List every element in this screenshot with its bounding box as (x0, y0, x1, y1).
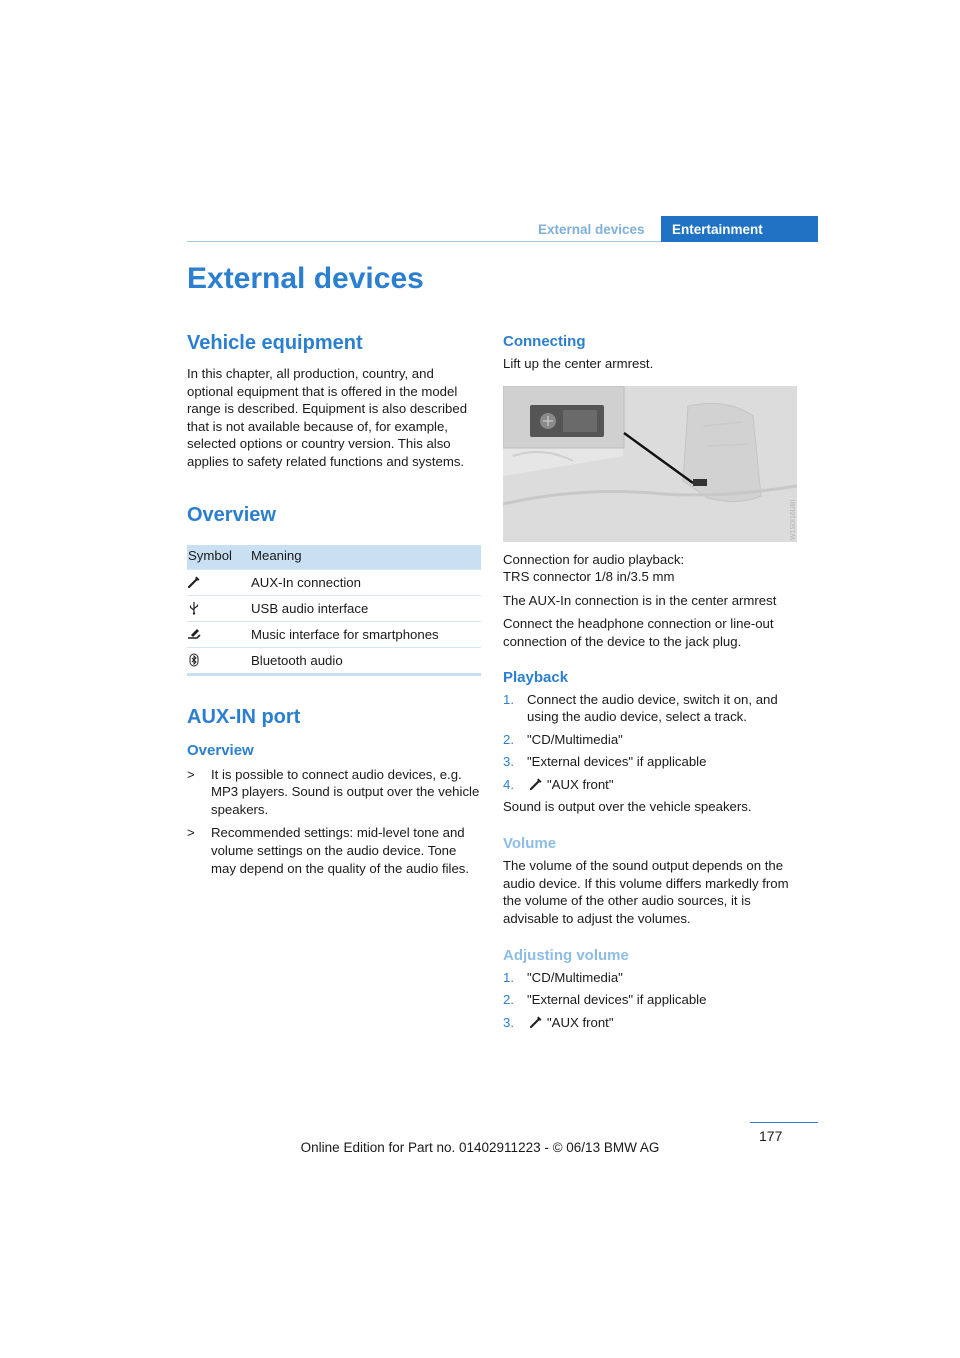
symbol-meaning: Music interface for smartphones (251, 626, 439, 642)
plug-icon (187, 575, 201, 589)
vehicle-equipment-heading: Vehicle equipment (187, 332, 363, 354)
left-column (187, 330, 481, 883)
list-item: 4. "AUX front" (503, 776, 614, 792)
list-item: 2. "CD/Multimedia" (503, 731, 623, 747)
aux-bullet-list (187, 766, 481, 878)
table-row (187, 595, 481, 621)
table-row (187, 647, 481, 673)
playback-steps (503, 691, 799, 794)
table-row (187, 569, 481, 595)
list-item: > Recommended settings: mid-level tone and volume settings on the audio device. Tone may depend on the quality of the audio files. (187, 825, 470, 876)
armrest-illustration (503, 386, 797, 542)
connecting-paragraph-1: The AUX-In connection is in the center armrest (503, 592, 777, 608)
list-item: 3. "AUX front" (503, 1014, 614, 1030)
table-row (187, 621, 481, 647)
header-chapter-tab[interactable]: Entertainment (661, 216, 818, 242)
footer-edition: Online Edition for Part no. 01402911223 - © 06/13 BMW AG (300, 1140, 660, 1155)
symbol-column-header: Symbol (188, 547, 232, 563)
list-item: > It is possible to connect audio devices, e.g. MP3 players. Sound is output over the vehicle speakers. (187, 766, 480, 817)
connecting-heading: Connecting (503, 333, 586, 350)
adjusting-volume-heading: Adjusting volume (503, 946, 629, 964)
symbol-meaning: AUX-In connection (251, 574, 361, 590)
bullet-marker: > (187, 825, 195, 841)
figure-code: W1S0I16UBI (790, 499, 797, 540)
usb-icon (187, 601, 201, 615)
volume-text: The volume of the sound output depends on the audio device. If this volume differs markedly from the volume of the other audio sources, it is advisable to adjust the volumes. (503, 858, 789, 926)
meaning-column-header: Meaning (251, 547, 302, 563)
list-item: 1. Connect the audio device, switch it on, and using the audio device, select a track. (503, 691, 778, 725)
armrest-drawing (503, 386, 797, 542)
connecting-paragraph-2: Connect the headphone connection or line-out connection of the device to the jack plug. (503, 616, 774, 649)
plug-icon (529, 1015, 543, 1029)
bluetooth-icon (187, 653, 201, 667)
vehicle-equipment-text: In this chapter, all production, country, and optional equipment that is offered in the model range is described. Equipment is also described that is not available because of, for example, selected options or country version. This also applies to safety related functions and systems. (187, 366, 468, 469)
playback-after: Sound is output over the vehicle speakers. (503, 798, 752, 814)
bullet-marker: > (187, 766, 195, 782)
aux-overview-subheading: Overview (187, 741, 254, 759)
playback-heading: Playback (503, 668, 569, 686)
smartphone-icon (187, 627, 201, 641)
adjusting-steps (503, 969, 799, 1032)
overview-heading: Overview (187, 503, 276, 526)
page-number: 177 (759, 1128, 783, 1144)
connecting-caption-line1: Connection for audio playback: (503, 551, 685, 567)
connecting-caption-line2: TRS connector 1/8 in/3.5 mm (503, 569, 675, 585)
symbol-table-header (187, 545, 481, 569)
aux-port-heading: AUX-IN port (187, 705, 301, 728)
right-column (503, 330, 799, 1036)
plug-icon (529, 777, 543, 791)
list-item: 2. "External devices" if applicable (503, 992, 707, 1008)
symbol-meaning: USB audio interface (251, 600, 369, 616)
volume-heading: Volume (503, 835, 557, 853)
symbol-table (187, 545, 481, 676)
connecting-intro: Lift up the center armrest. (503, 356, 654, 371)
header-section-label: External devices (538, 222, 645, 237)
symbol-meaning: Bluetooth audio (251, 652, 343, 668)
footer-rule (750, 1122, 818, 1123)
list-item: 1. "CD/Multimedia" (503, 969, 623, 985)
list-item: 3. "External devices" if applicable (503, 754, 707, 770)
page-title: External devices (187, 262, 424, 295)
